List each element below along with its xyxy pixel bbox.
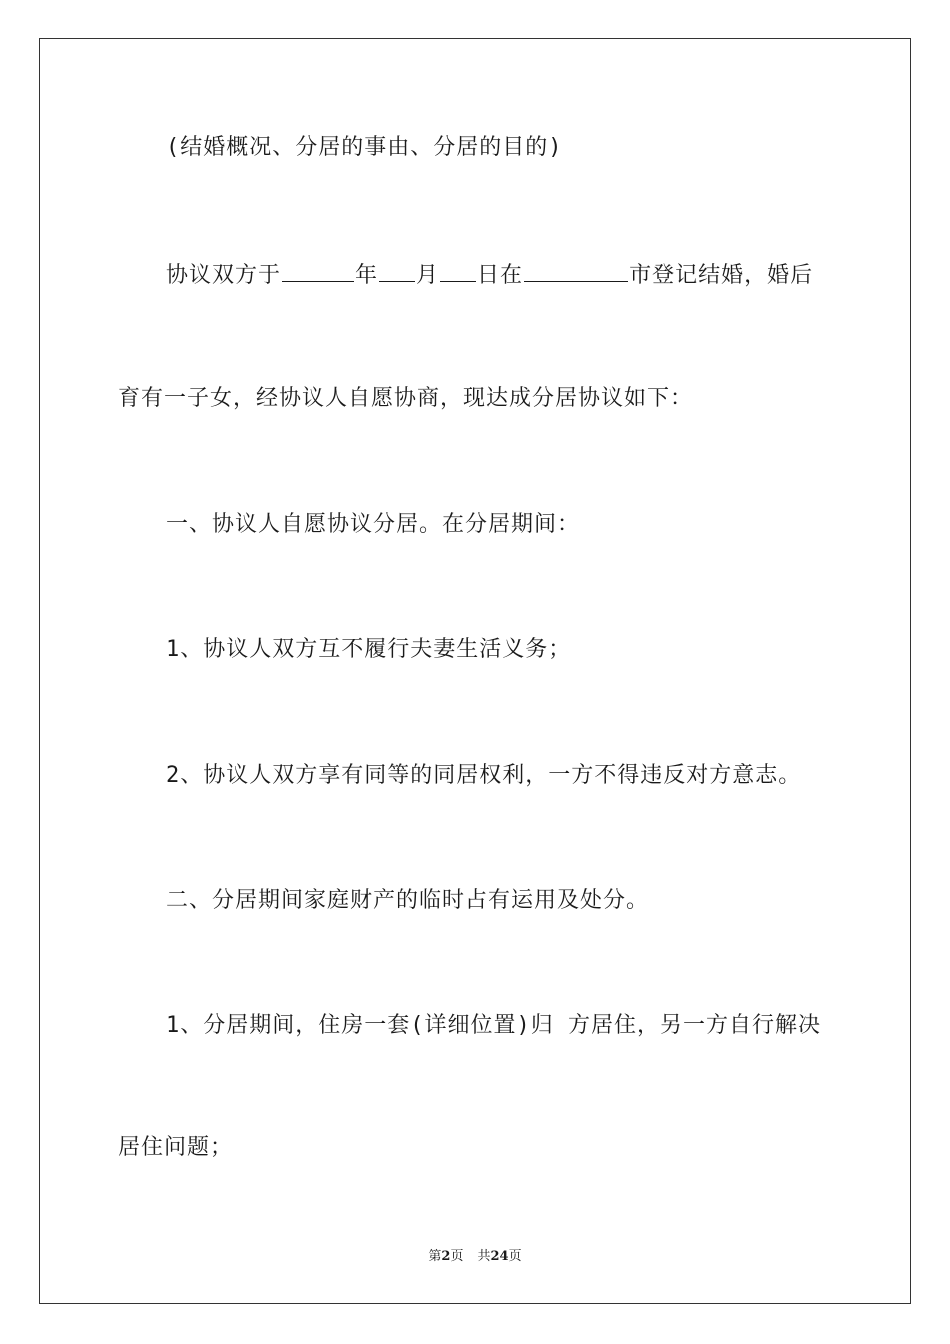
footer-total-suffix: 页 [508,1249,522,1264]
footer-prefix: 第 [428,1249,442,1264]
text-segment: 日在 [477,263,524,288]
blank-year [282,259,354,282]
page-footer [0,1248,950,1266]
clause-1-2: 2、协议人双方享有同等的同居权利，一方不得违反对方意志。 [166,763,802,788]
clause-2-1: 1、分居期间，住房一套(详细位置)归 方居住，另一方自行解决 [166,1013,821,1038]
paragraph-subtitle: (结婚概况、分居的事由、分居的目的) [166,135,563,160]
text-segment: 月 [416,263,440,288]
page-frame [39,38,911,1304]
text-segment: 市登记结婚，婚后 [629,263,814,288]
text-segment: 协议双方于 [166,263,282,288]
footer-total-prefix: 共 [477,1249,491,1264]
blank-day [440,259,476,282]
blank-city [524,259,628,282]
heading-section-2: 二、分居期间家庭财产的临时占有运用及处分。 [166,888,650,913]
footer-total-pages: 24 [490,1249,509,1264]
footer-page-number: 2 [441,1249,451,1264]
paragraph-agreement-intro: 育有一子女，经协议人自愿协商，现达成分居协议如下： [118,386,694,411]
clause-1-1: 1、协议人双方互不履行夫妻生活义务； [166,637,572,662]
blank-month [379,259,415,282]
paragraph-marriage-registration [166,259,813,291]
text-segment: 年 [355,263,379,288]
heading-section-1: 一、协议人自愿协议分居。在分居期间： [166,512,581,537]
footer-page-suffix: 页 [450,1249,464,1264]
clause-2-1-continued: 居住问题； [118,1135,234,1160]
